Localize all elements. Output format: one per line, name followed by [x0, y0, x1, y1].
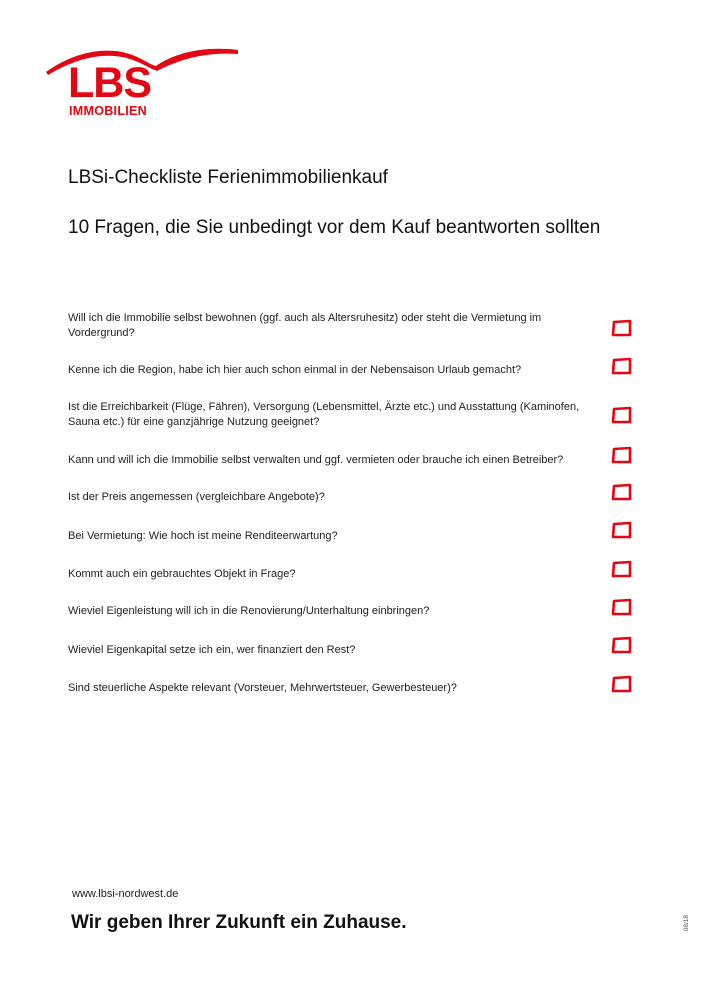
checkbox-7[interactable]	[611, 560, 633, 578]
logo-subtitle: IMMOBILIEN	[69, 104, 147, 118]
lbs-immobilien-logo	[44, 44, 240, 124]
checkbox-6[interactable]	[611, 521, 633, 539]
question-4: Kann und will ich die Immobilie selbst verwalten und ggf. vermieten oder brauche ich einen Betreiber?	[68, 454, 564, 466]
document-code: 08/18	[683, 915, 690, 932]
question-8: Wieviel Eigenleistung will ich in die Renovierung/Unterhaltung einbringen?	[68, 605, 430, 617]
checkbox-9[interactable]	[611, 636, 633, 654]
checkbox-5[interactable]	[611, 483, 633, 501]
footer-url: www.lbsi-nordwest.de	[72, 888, 179, 900]
question-1: Will ich die Immobilie selbst bewohnen (ggf. auch als Altersruhesitz) oder steht die Vermietung im Vordergrund?	[68, 312, 542, 339]
checkbox-4[interactable]	[611, 446, 633, 464]
checkbox-10[interactable]	[611, 675, 633, 693]
logo-wordmark: LBS	[68, 59, 151, 107]
question-9: Wieviel Eigenkapital setze ich ein, wer finanziert den Rest?	[68, 644, 356, 656]
checkbox-3[interactable]	[611, 406, 633, 424]
page-title: LBSi-Checkliste Ferienimmobilienkauf	[68, 167, 388, 188]
question-3: Ist die Erreichbarkeit (Flüge, Fähren), Versorgung (Lebensmittel, Ärzte etc.) und Ausstattung (Kaminofen, Sauna etc.) für eine ganzjährige Nutzung geeignet?	[68, 401, 580, 428]
question-2: Kenne ich die Region, habe ich hier auch schon einmal in der Nebensaison Urlaub gemacht?	[68, 364, 522, 376]
question-7: Kommt auch ein gebrauchtes Objekt in Frage?	[68, 568, 296, 580]
checkbox-8[interactable]	[611, 598, 633, 616]
page-subtitle: 10 Fragen, die Sie unbedingt vor dem Kauf beantworten sollten	[68, 217, 601, 238]
question-5: Ist der Preis angemessen (vergleichbare Angebote)?	[68, 491, 325, 503]
checkbox-2[interactable]	[611, 357, 633, 375]
question-6: Bei Vermietung: Wie hoch ist meine Renditeerwartung?	[68, 530, 338, 542]
question-10: Sind steuerliche Aspekte relevant (Vorsteuer, Mehrwertsteuer, Gewerbesteuer)?	[68, 682, 457, 694]
footer-slogan: Wir geben Ihrer Zukunft ein Zuhause.	[71, 912, 407, 933]
checkbox-1[interactable]	[611, 319, 633, 337]
